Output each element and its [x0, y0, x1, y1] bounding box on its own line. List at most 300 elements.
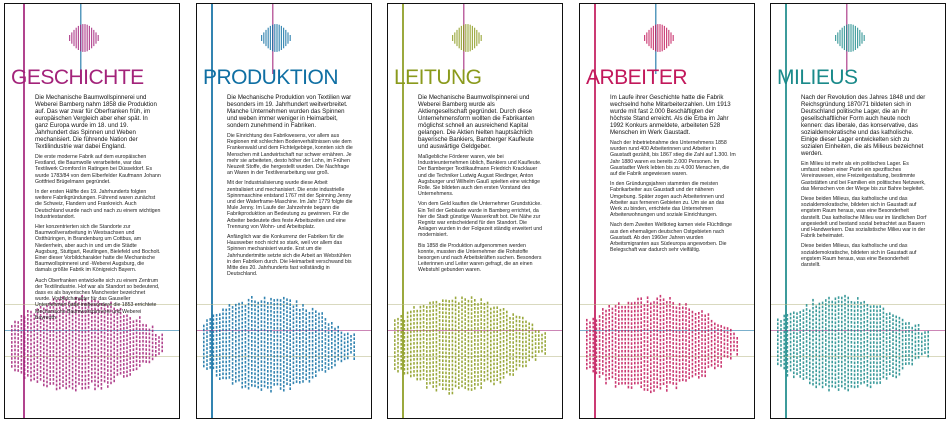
weave-stitch [500, 329, 502, 332]
weave-stitch [426, 306, 428, 309]
weave-stitch [429, 374, 431, 377]
weave-stitch [85, 339, 87, 342]
weave-stitch [293, 326, 295, 329]
weave-stitch [110, 338, 112, 341]
weave-stitch [429, 378, 431, 381]
weave-stitch [315, 330, 317, 333]
weave-stitch [867, 348, 869, 351]
weave-stitch [461, 305, 463, 308]
weave-stitch [206, 323, 208, 326]
weave-bar [850, 24, 851, 52]
weave-stitch [309, 372, 311, 375]
panel-body-text [35, 94, 161, 325]
weave-stitch [809, 358, 811, 361]
weave-stitch [432, 361, 434, 364]
weave-stitch [484, 311, 486, 314]
weave-stitch [863, 333, 865, 336]
weave-stitch [615, 345, 617, 348]
weave-stitch [717, 364, 719, 367]
weave-stitch [318, 345, 320, 348]
weave-stitch [496, 310, 498, 313]
weave-stitch [85, 351, 87, 354]
weave-stitch [40, 334, 42, 337]
weave-stitch [270, 302, 272, 305]
weave-stitch [85, 347, 87, 350]
weave-stitch [783, 347, 785, 350]
weave-stitch [851, 373, 853, 376]
weave-stitch [91, 372, 93, 375]
weave-stitch [267, 318, 269, 321]
weave-stitch [695, 349, 697, 352]
weave-stitch [879, 341, 881, 344]
weave-stitch [838, 388, 840, 391]
weave-stitch [873, 317, 875, 320]
weave-stitch [637, 378, 639, 381]
weave-stitch [924, 351, 926, 354]
weave-stitch [879, 305, 881, 308]
weave-stitch [72, 339, 74, 342]
weave-stitch [27, 354, 29, 357]
weave-stitch [618, 358, 620, 361]
weave-stitch [452, 360, 454, 363]
weave-stitch [445, 320, 447, 323]
weave-stitch [857, 345, 859, 348]
weave-stitch [305, 366, 307, 369]
weave-stitch [277, 363, 279, 366]
weave-stitch [464, 338, 466, 341]
weave-stitch [296, 324, 298, 327]
weave-stitch [139, 360, 141, 363]
weave-stitch [644, 324, 646, 327]
weave-stitch [85, 335, 87, 338]
weave-stitch [637, 370, 639, 373]
weave-stitch [328, 343, 330, 346]
weave-stitch [506, 331, 508, 334]
weave-stitch [889, 316, 891, 319]
weave-stitch [423, 329, 425, 332]
weave-stitch [270, 338, 272, 341]
weave-stitch [477, 375, 479, 378]
weave-stitch [315, 318, 317, 321]
weave-stitch [302, 348, 304, 351]
weave-stitch [867, 316, 869, 319]
weave-stitch [17, 349, 19, 352]
weave-stitch [883, 360, 885, 363]
weave-stitch [828, 309, 830, 312]
weave-stitch [477, 355, 479, 358]
weave-stitch [110, 362, 112, 365]
weave-stitch [695, 313, 697, 316]
weave-stitch [669, 373, 671, 376]
weave-stitch [889, 324, 891, 327]
weave-stitch [605, 358, 607, 361]
weave-stitch [439, 379, 441, 382]
weave-stitch [117, 333, 119, 336]
weave-stitch [911, 343, 913, 346]
weave-stitch [908, 338, 910, 341]
weave-stitch [120, 328, 122, 331]
weave-stitch [413, 350, 415, 353]
weave-stitch [841, 301, 843, 304]
weave-stitch [682, 363, 684, 366]
weave-stitch [445, 368, 447, 371]
weave-stitch [828, 357, 830, 360]
weave-stitch [692, 339, 694, 342]
weave-stitch [727, 331, 729, 334]
weave-stitch [522, 321, 524, 324]
weave-stitch [439, 375, 441, 378]
weave-stitch [647, 384, 649, 387]
weave-stitch [886, 365, 888, 368]
weave-stitch [238, 303, 240, 306]
weave-stitch [503, 368, 505, 371]
weave-stitch [53, 326, 55, 329]
weave-stitch [94, 332, 96, 335]
weave-stitch [72, 343, 74, 346]
weave-stitch [692, 363, 694, 366]
weave-stitch [663, 346, 665, 349]
weave-stitch [101, 387, 103, 390]
weave-stitch [432, 349, 434, 352]
weave-stitch [225, 365, 227, 368]
weave-stitch [426, 370, 428, 373]
weave-bar [481, 35, 482, 41]
weave-stitch [908, 358, 910, 361]
weave-stitch [24, 320, 26, 323]
weave-stitch [650, 331, 652, 334]
weave-stitch [245, 369, 247, 372]
weave-stitch [835, 350, 837, 353]
weave-stitch [528, 351, 530, 354]
weave-stitch [407, 324, 409, 327]
weave-bar [89, 26, 90, 50]
weave-stitch [43, 380, 45, 383]
weave-stitch [423, 349, 425, 352]
weave-stitch [439, 303, 441, 306]
weave-stitch [660, 343, 662, 346]
weave-stitch [474, 363, 476, 366]
weave-stitch [416, 374, 418, 377]
weave-stitch [251, 332, 253, 335]
weave-stitch [283, 377, 285, 380]
weave-stitch [484, 343, 486, 346]
weave-stitch [325, 334, 327, 337]
weave-stitch [280, 331, 282, 334]
weave-stitch [416, 310, 418, 313]
weave-stitch [631, 374, 633, 377]
weave-stitch [679, 315, 681, 318]
weave-stitch [283, 313, 285, 316]
weave-stitch [426, 322, 428, 325]
weave-stitch [229, 332, 231, 335]
weave-stitch [78, 326, 80, 329]
weave-stitch [309, 328, 311, 331]
weave-stitch [631, 386, 633, 389]
weave-stitch [815, 306, 817, 309]
weave-stitch [315, 366, 317, 369]
weave-stitch [423, 321, 425, 324]
weave-stitch [851, 321, 853, 324]
weave-stitch [413, 354, 415, 357]
weave-stitch [341, 356, 343, 359]
weave-stitch [222, 341, 224, 344]
weave-stitch [448, 320, 450, 323]
weave-stitch [238, 355, 240, 358]
weave-stitch [78, 382, 80, 385]
weave-stitch [503, 340, 505, 343]
weave-stitch [225, 337, 227, 340]
weave-stitch [608, 365, 610, 368]
weave-stitch [426, 330, 428, 333]
weave-stitch [863, 329, 865, 332]
weave-stitch [612, 316, 614, 319]
weave-stitch [660, 307, 662, 310]
weave-stitch [787, 354, 789, 357]
weave-stitch [825, 347, 827, 350]
weave-stitch [49, 334, 51, 337]
weave-stitch [149, 353, 151, 356]
weave-stitch [608, 317, 610, 320]
weave-stitch [56, 380, 58, 383]
weave-stitch [88, 342, 90, 345]
weave-stitch [145, 348, 147, 351]
weave-stitch [487, 302, 489, 305]
weave-stitch [152, 354, 154, 357]
weave-stitch [586, 327, 588, 330]
weave-stitch [918, 352, 920, 355]
weave-stitch [203, 349, 205, 352]
weave-stitch [299, 333, 301, 336]
weave-stitch [46, 381, 48, 384]
weave-stitch [487, 366, 489, 369]
weave-stitch [841, 361, 843, 364]
weave-stitch [621, 370, 623, 373]
weave-stitch [400, 343, 402, 346]
weave-stitch [216, 342, 218, 345]
weave-stitch [708, 329, 710, 332]
weave-stitch [397, 322, 399, 325]
weave-stitch [679, 323, 681, 326]
weave-stitch [634, 374, 636, 377]
weave-stitch [615, 357, 617, 360]
weave-stitch [78, 342, 80, 345]
weave-stitch [873, 365, 875, 368]
weave-stitch [506, 315, 508, 318]
weave-stitch [235, 352, 237, 355]
weave-stitch [353, 333, 355, 336]
weave-stitch [528, 335, 530, 338]
weave-stitch [426, 358, 428, 361]
weave-stitch [432, 345, 434, 348]
weave-stitch [347, 357, 349, 360]
weave-stitch [474, 371, 476, 374]
weave-stitch [353, 345, 355, 348]
weave-stitch [474, 351, 476, 354]
weave-stitch [423, 377, 425, 380]
weave-stitch [516, 332, 518, 335]
weave-stitch [496, 366, 498, 369]
weave-stitch [280, 371, 282, 374]
weave-stitch [117, 349, 119, 352]
weave-stitch [663, 298, 665, 301]
weave-stitch [97, 373, 99, 376]
weave-stitch [78, 366, 80, 369]
weave-stitch [605, 314, 607, 317]
weave-stitch [17, 337, 19, 340]
weave-stitch [72, 379, 74, 382]
weave-stitch [672, 342, 674, 345]
weave-stitch [91, 332, 93, 335]
weave-stitch [812, 383, 814, 386]
weave-stitch [452, 372, 454, 375]
weave-stitch [608, 337, 610, 340]
weave-stitch [75, 325, 77, 328]
weave-stitch [857, 353, 859, 356]
weave-stitch [439, 367, 441, 370]
weave-stitch [445, 328, 447, 331]
weave-stitch [544, 336, 546, 339]
weave-stitch [701, 318, 703, 321]
weave-stitch [918, 340, 920, 343]
weave-stitch [72, 359, 74, 362]
weave-stitch [809, 314, 811, 317]
weave-stitch [286, 362, 288, 365]
weave-stitch [222, 317, 224, 320]
weave-bar [835, 35, 836, 41]
weave-stitch [835, 374, 837, 377]
weave-stitch [679, 367, 681, 370]
weave-stitch [656, 298, 658, 301]
weave-stitch [831, 305, 833, 308]
weave-stitch [819, 379, 821, 382]
weave-stitch [429, 350, 431, 353]
weave-stitch [420, 338, 422, 341]
weave-stitch [410, 375, 412, 378]
weave-stitch [88, 362, 90, 365]
weave-stitch [484, 327, 486, 330]
weave-stitch [69, 361, 71, 364]
weave-stitch [33, 330, 35, 333]
weave-stitch [889, 356, 891, 359]
weave-stitch [847, 333, 849, 336]
weave-stitch [235, 328, 237, 331]
weave-stitch [503, 320, 505, 323]
weave-stitch [484, 375, 486, 378]
weave-stitch [799, 363, 801, 366]
weave-stitch [448, 384, 450, 387]
weave-stitch [251, 344, 253, 347]
weave-stitch [404, 368, 406, 371]
weave-stitch [474, 331, 476, 334]
weave-stitch [666, 301, 668, 304]
weave-stitch [27, 370, 29, 373]
weave-stitch [487, 350, 489, 353]
weave-stitch [209, 342, 211, 345]
weave-stitch [21, 323, 23, 326]
weave-stitch [711, 364, 713, 367]
weave-stitch [828, 305, 830, 308]
weave-stitch [353, 337, 355, 340]
weave-stitch [647, 332, 649, 335]
weave-stitch [334, 336, 336, 339]
weave-stitch [69, 377, 71, 380]
weave-bar [478, 32, 479, 43]
weave-stitch [312, 332, 314, 335]
weave-stitch [714, 335, 716, 338]
weave-stitch [720, 357, 722, 360]
weave-stitch [251, 324, 253, 327]
weave-stitch [33, 346, 35, 349]
weave-stitch [857, 341, 859, 344]
weave-stitch [277, 335, 279, 338]
weave-stitch [589, 334, 591, 337]
weave-stitch [669, 321, 671, 324]
weave-stitch [490, 352, 492, 355]
weave-stitch [512, 369, 514, 372]
weave-stitch [293, 342, 295, 345]
weave-stitch [464, 358, 466, 361]
weave-stitch [325, 338, 327, 341]
weave-stitch [886, 313, 888, 316]
weave-stitch [206, 335, 208, 338]
weave-stitch [704, 335, 706, 338]
weave-stitch [222, 373, 224, 376]
weave-stitch [17, 341, 19, 344]
weave-stitch [264, 353, 266, 356]
weave-stitch [509, 325, 511, 328]
weave-stitch [56, 340, 58, 343]
weave-stitch [692, 327, 694, 330]
weave-stitch [46, 349, 48, 352]
weave-stitch [309, 356, 311, 359]
weave-stitch [503, 328, 505, 331]
weave-stitch [302, 380, 304, 383]
weave-stitch [656, 378, 658, 381]
weave-stitch [24, 352, 26, 355]
weave-stitch [847, 313, 849, 316]
weave-stitch [682, 319, 684, 322]
weave-stitch [490, 312, 492, 315]
weave-stitch [815, 346, 817, 349]
weave-stitch [296, 360, 298, 363]
weave-stitch [283, 349, 285, 352]
weave-stitch [53, 342, 55, 345]
weave-stitch [844, 303, 846, 306]
weave-stitch [75, 341, 77, 344]
weave-stitch [286, 326, 288, 329]
weave-bar [837, 32, 838, 43]
weave-stitch [152, 330, 154, 333]
weave-stitch [698, 328, 700, 331]
weave-stitch [225, 349, 227, 352]
weave-bar [467, 24, 468, 52]
weave-stitch [85, 379, 87, 382]
weave-bar [283, 28, 284, 49]
weave-stitch [876, 378, 878, 381]
weave-stitch [612, 332, 614, 335]
weave-stitch [88, 334, 90, 337]
weave-stitch [337, 354, 339, 357]
weave-stitch [56, 364, 58, 367]
weave-stitch [663, 370, 665, 373]
weave-stitch [908, 334, 910, 337]
weave-stitch [97, 353, 99, 356]
weave-stitch [708, 353, 710, 356]
weave-stitch [56, 368, 58, 371]
weave-stitch [844, 363, 846, 366]
weave-stitch [656, 318, 658, 321]
weave-stitch [692, 359, 694, 362]
